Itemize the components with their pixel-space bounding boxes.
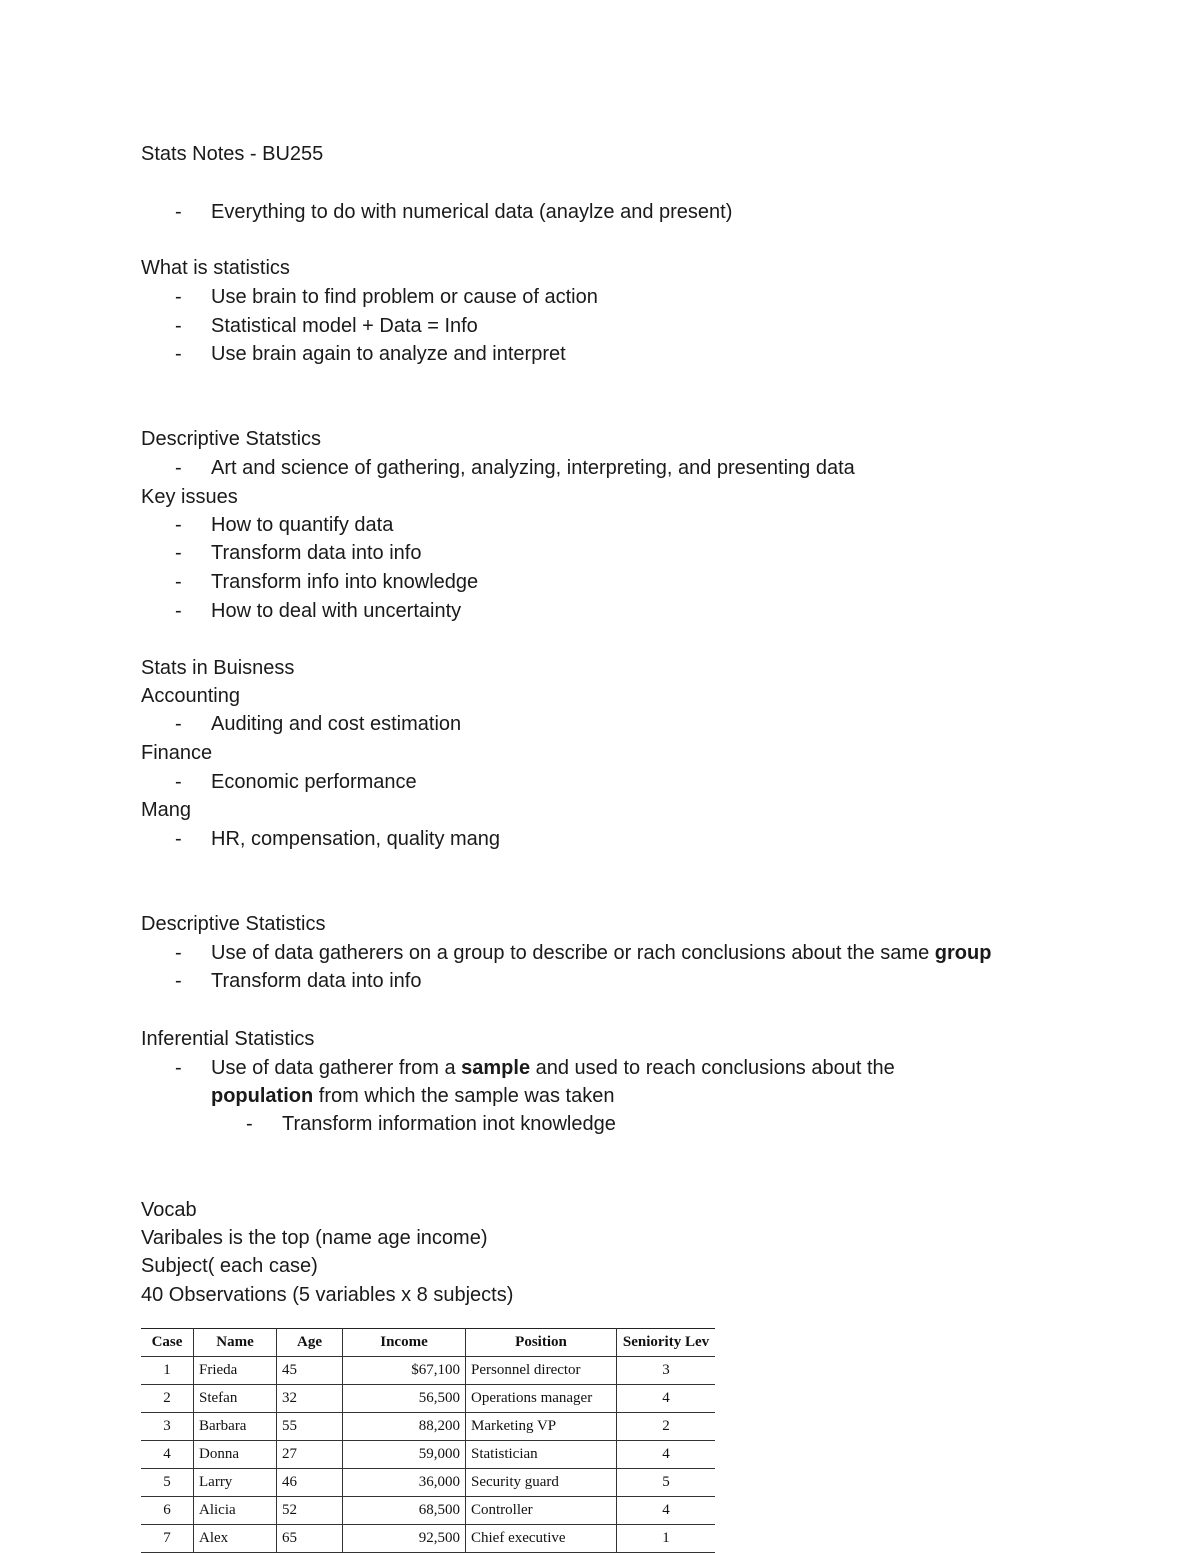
table-row xyxy=(141,1385,715,1413)
cell-name: Alex xyxy=(194,1525,277,1553)
list-item xyxy=(211,1056,895,1080)
section-heading-key-issues: Key issues xyxy=(141,486,238,508)
list-item: How to quantify data xyxy=(211,514,394,536)
bullet-dash: - xyxy=(175,942,182,964)
cell-name: Alicia xyxy=(194,1497,277,1525)
list-item: Auditing and cost estimation xyxy=(211,713,462,735)
cell-age: 55 xyxy=(277,1413,343,1441)
cell-age: 32 xyxy=(277,1385,343,1413)
text-span: Use of data gatherer from a xyxy=(211,1057,462,1079)
cell-position: Controller xyxy=(466,1497,617,1525)
col-header-income: Income xyxy=(343,1329,466,1357)
cell-name: Barbara xyxy=(194,1413,277,1441)
cell-case: 7 xyxy=(141,1525,194,1553)
cell-income: 68,500 xyxy=(343,1497,466,1525)
section-heading-business: Stats in Buisness xyxy=(141,657,295,679)
cell-seniority: 4 xyxy=(617,1497,716,1525)
bullet-dash: - xyxy=(175,970,182,992)
cell-income: 88,200 xyxy=(343,1413,466,1441)
bullet-dash: - xyxy=(246,1113,253,1135)
text-span: Use of data gatherers on a group to describe or rach conclusions about the same xyxy=(211,942,935,964)
bullet-dash: - xyxy=(175,542,182,564)
bullet-dash: - xyxy=(175,201,182,223)
cell-position: Statistician xyxy=(466,1441,617,1469)
page-title: Stats Notes - BU255 xyxy=(141,143,324,165)
cell-position: Operations manager xyxy=(466,1385,617,1413)
cell-seniority: 5 xyxy=(617,1469,716,1497)
cell-seniority: 3 xyxy=(617,1357,716,1385)
list-item: How to deal with uncertainty xyxy=(211,600,462,622)
bold-term-population: population xyxy=(211,1085,314,1107)
list-item: Transform data into info xyxy=(211,542,422,564)
bullet-dash: - xyxy=(175,286,182,308)
cell-name: Donna xyxy=(194,1441,277,1469)
bullet-dash: - xyxy=(175,514,182,536)
subheading-accounting: Accounting xyxy=(141,685,240,707)
cell-case: 4 xyxy=(141,1441,194,1469)
list-item: Transform info into knowledge xyxy=(211,571,479,593)
section-heading-descriptive-statistics: Descriptive Statistics xyxy=(141,913,326,935)
section-heading-what-is: What is statistics xyxy=(141,257,290,279)
bullet-dash: - xyxy=(175,713,182,735)
vocab-line: Subject( each case) xyxy=(141,1255,318,1277)
vocab-line: 40 Observations (5 variables x 8 subjects) xyxy=(141,1284,514,1306)
table-row xyxy=(141,1525,715,1553)
list-item xyxy=(211,941,991,965)
table-header-row xyxy=(141,1329,715,1357)
text-span: from which the sample was taken xyxy=(313,1085,615,1107)
data-table xyxy=(141,1328,715,1553)
col-header-position: Position xyxy=(466,1329,617,1357)
cell-seniority: 4 xyxy=(617,1385,716,1413)
bullet-dash: - xyxy=(175,343,182,365)
cell-seniority: 4 xyxy=(617,1441,716,1469)
list-item: Economic performance xyxy=(211,771,417,793)
table-row xyxy=(141,1441,715,1469)
cell-position: Chief executive xyxy=(466,1525,617,1553)
cell-age: 45 xyxy=(277,1357,343,1385)
list-item: HR, compensation, quality mang xyxy=(211,828,501,850)
sub-list-item: Transform information inot knowledge xyxy=(282,1113,616,1135)
section-heading-descriptive: Descriptive Statstics xyxy=(141,428,322,450)
cell-income: 59,000 xyxy=(343,1441,466,1469)
col-header-name: Name xyxy=(194,1329,277,1357)
cell-age: 65 xyxy=(277,1525,343,1553)
cell-case: 6 xyxy=(141,1497,194,1525)
cell-position: Security guard xyxy=(466,1469,617,1497)
bullet-dash: - xyxy=(175,571,182,593)
intro-bullet: Everything to do with numerical data (anaylze and present) xyxy=(211,201,733,223)
col-header-seniority: Seniority Lev xyxy=(617,1329,716,1357)
bullet-dash: - xyxy=(175,457,182,479)
bold-term-group: group xyxy=(934,942,992,964)
bullet-dash: - xyxy=(175,828,182,850)
text-span: and used to reach conclusions about the xyxy=(530,1057,895,1079)
section-heading-inferential: Inferential Statistics xyxy=(141,1028,315,1050)
cell-seniority: 2 xyxy=(617,1413,716,1441)
cell-case: 5 xyxy=(141,1469,194,1497)
list-item: Use brain again to analyze and interpret xyxy=(211,343,566,365)
cell-position: Marketing VP xyxy=(466,1413,617,1441)
bold-term-sample: sample xyxy=(461,1057,531,1079)
table-row xyxy=(141,1357,715,1385)
table-row xyxy=(141,1413,715,1441)
cell-income: 92,500 xyxy=(343,1525,466,1553)
list-item-continuation xyxy=(211,1084,614,1108)
list-item: Statistical model + Data = Info xyxy=(211,315,478,337)
table-row xyxy=(141,1469,715,1497)
list-item: Art and science of gathering, analyzing, interpreting, and presenting data xyxy=(211,457,855,479)
subheading-mang: Mang xyxy=(141,799,192,821)
vocab-line: Varibales is the top (name age income) xyxy=(141,1227,488,1249)
col-header-case: Case xyxy=(141,1329,194,1357)
list-item: Transform data into info xyxy=(211,970,422,992)
bullet-dash: - xyxy=(175,600,182,622)
list-item: Use brain to find problem or cause of action xyxy=(211,286,598,308)
cell-name: Frieda xyxy=(194,1357,277,1385)
bullet-dash: - xyxy=(175,1057,182,1079)
cell-age: 27 xyxy=(277,1441,343,1469)
cell-case: 3 xyxy=(141,1413,194,1441)
cell-age: 46 xyxy=(277,1469,343,1497)
cell-name: Larry xyxy=(194,1469,277,1497)
cell-case: 1 xyxy=(141,1357,194,1385)
bullet-dash: - xyxy=(175,315,182,337)
cell-name: Stefan xyxy=(194,1385,277,1413)
cell-position: Personnel director xyxy=(466,1357,617,1385)
cell-income: $67,100 xyxy=(343,1357,466,1385)
cell-income: 36,000 xyxy=(343,1469,466,1497)
cell-income: 56,500 xyxy=(343,1385,466,1413)
bullet-dash: - xyxy=(175,771,182,793)
subheading-finance: Finance xyxy=(141,742,213,764)
col-header-age: Age xyxy=(277,1329,343,1357)
table-row xyxy=(141,1497,715,1525)
cell-case: 2 xyxy=(141,1385,194,1413)
cell-age: 52 xyxy=(277,1497,343,1525)
cell-seniority: 1 xyxy=(617,1525,716,1553)
section-heading-vocab: Vocab xyxy=(141,1199,197,1221)
